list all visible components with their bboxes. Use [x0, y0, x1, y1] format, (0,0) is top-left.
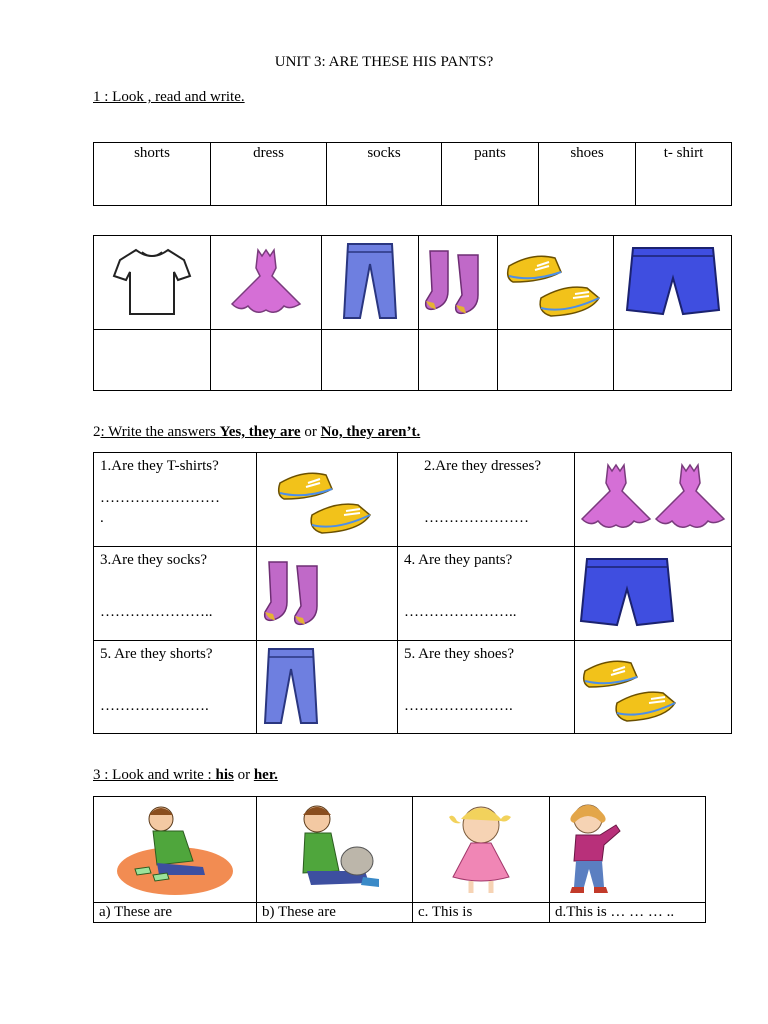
- heading-or: or: [233, 767, 254, 783]
- answer-cell[interactable]: [419, 330, 498, 391]
- shoes-icon: [503, 242, 609, 322]
- heading-text: 3 : Look and write :: [93, 767, 216, 783]
- socks-icon: [261, 558, 333, 628]
- picture-cell: [498, 236, 614, 330]
- section2-heading: [93, 424, 420, 441]
- shoes-icon: [274, 459, 380, 539]
- dresses-icon: [578, 461, 728, 537]
- answer-cell[interactable]: [322, 330, 419, 391]
- picture-cell: [575, 453, 732, 547]
- picture-cell: [211, 236, 322, 330]
- question-cell: [398, 641, 575, 734]
- question-cell: [94, 641, 257, 734]
- question-cell: [94, 453, 257, 547]
- heading-or: or: [300, 424, 321, 440]
- picture-cell: [413, 797, 550, 903]
- question-cell: [94, 547, 257, 641]
- section1-heading: 1 : Look , read and write.: [93, 89, 245, 105]
- pants-icon: [340, 242, 400, 322]
- answer-line-cont: .: [100, 510, 104, 526]
- caption-cell: b) These are: [257, 903, 413, 923]
- picture-cell: [550, 797, 706, 903]
- picture-cell: [94, 236, 211, 330]
- answer-cell[interactable]: [94, 330, 211, 391]
- word-his: his: [215, 767, 234, 783]
- question-cell: [398, 547, 575, 641]
- caption-cell: a) These are: [94, 903, 257, 923]
- girl-tshirt-picture: [558, 801, 628, 897]
- picture-table: [93, 235, 732, 391]
- picture-cell: [257, 547, 398, 641]
- question-text: 2.Are they dresses?: [424, 458, 542, 474]
- answer-line[interactable]: …………………..: [100, 604, 213, 620]
- answer-line[interactable]: …………………..: [404, 604, 517, 620]
- pants-icon: [261, 647, 321, 727]
- answer-yes: Yes, they are: [219, 424, 301, 440]
- boy-socks-picture: [113, 801, 237, 897]
- word-her: her.: [253, 767, 278, 783]
- picture-cell: [575, 641, 732, 734]
- question-table: [93, 452, 732, 734]
- shorts-icon: [625, 244, 721, 320]
- picture-cell: [257, 641, 398, 734]
- dress-icon: [228, 246, 304, 318]
- caption-cell: c. This is: [413, 903, 550, 923]
- answer-no: No, they aren’t.: [320, 424, 421, 440]
- answer-line[interactable]: ………………….: [100, 698, 209, 714]
- answer-cell[interactable]: [614, 330, 732, 391]
- picture-cell: [614, 236, 732, 330]
- heading-number: 2: [93, 424, 101, 440]
- picture-cell: [257, 453, 398, 547]
- question-text: 5. Are they shoes?: [404, 646, 514, 662]
- answer-line[interactable]: …………………: [424, 510, 529, 526]
- picture-cell: [322, 236, 419, 330]
- answer-cell[interactable]: [498, 330, 614, 391]
- boy-shoes-picture: [285, 801, 385, 897]
- word-cell: shorts: [94, 143, 211, 206]
- word-cell: t- shirt: [636, 143, 732, 206]
- word-cell: shoes: [539, 143, 636, 206]
- question-text: 4. Are they pants?: [404, 552, 513, 568]
- picture-cell: [94, 797, 257, 903]
- question-text: 5. Are they shorts?: [100, 646, 213, 662]
- socks-icon: [422, 247, 494, 317]
- answer-line[interactable]: ……………………: [100, 490, 220, 506]
- question-text: 1.Are they T-shirts?: [100, 458, 219, 474]
- t-shirt-icon: [112, 246, 192, 318]
- word-table: [93, 142, 732, 206]
- word-cell: dress: [211, 143, 327, 206]
- shorts-icon: [579, 555, 675, 631]
- his-her-table: [93, 796, 706, 923]
- question-text: 3.Are they socks?: [100, 552, 208, 568]
- shoes-icon: [579, 647, 685, 727]
- caption-cell: d.This is … … … ..: [550, 903, 706, 923]
- heading-text: : Write the answers: [100, 424, 220, 440]
- question-cell: [398, 453, 575, 547]
- section3-heading: [93, 767, 278, 784]
- word-cell: socks: [327, 143, 442, 206]
- picture-cell: [575, 547, 732, 641]
- answer-cell[interactable]: [211, 330, 322, 391]
- answer-line[interactable]: ………………….: [404, 698, 513, 714]
- picture-cell: [257, 797, 413, 903]
- picture-cell: [419, 236, 498, 330]
- girl-dress-picture: [443, 801, 519, 897]
- word-cell: pants: [442, 143, 539, 206]
- page-title: UNIT 3: ARE THESE HIS PANTS?: [274, 54, 494, 70]
